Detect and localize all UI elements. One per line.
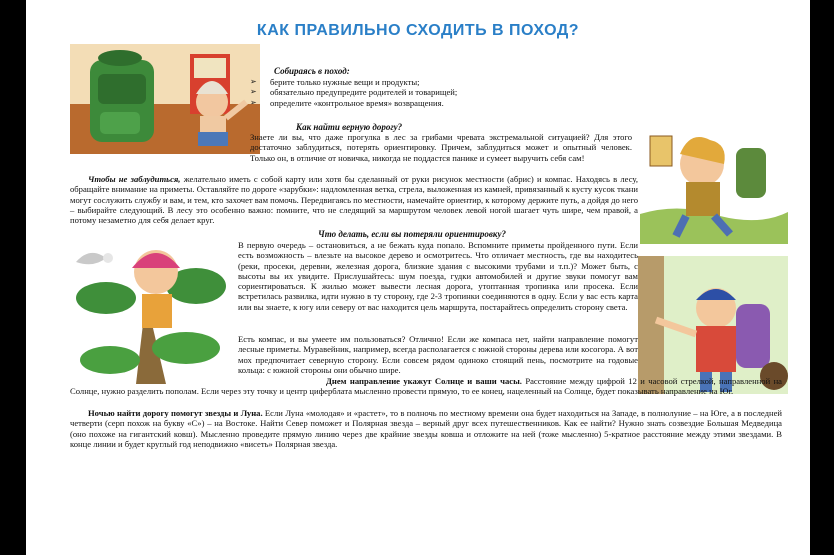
- boy-pointing-illustration: [638, 256, 788, 394]
- sun-text: Расстояние между цифрой 12 и часовой стрелкой, направленной на Солнце, нужно разделить пополам. Если через эту точку и центр циферблата мысленно провести прямую, то ее конец, нацеленный на Солнце, будет показывать направление на Юг.: [70, 376, 782, 397]
- sun-paragraph: [70, 376, 782, 397]
- prep-heading: Собираясь в поход:: [274, 66, 350, 76]
- night-paragraph: [70, 408, 782, 449]
- night-lead: Ночью найти дорогу помогут звезды и Луна.: [88, 408, 263, 418]
- way-tips-lead: Чтобы не заблудиться,: [88, 174, 181, 184]
- lost-heading: Что делать, если вы потеряли ориентировку?: [318, 229, 506, 239]
- prep-item: ➢ обязательно предупредите родителей и товарищей;: [250, 87, 550, 97]
- poster-page: [26, 0, 810, 555]
- night-text: Если Луна «молодая» и «растет», то в полночь по местному времени она будет находиться на Западе, в полнолуние – на Юге, а в последней четверти (серп похож на букву «С») – на Востоке. Найти Север поможет и Полярная звезда – верный друг всех путешественников. Как ее найти? Нужно знать созвездие Большая Медведица (оно похоже на гигантский ковш). Мысленно проведите прямую линию через две крайние звезды ковша и отложите на ней (тоже мысленно) 5-кратное расстояние между этими звездами. В конце линии и будет круглый год неподвижно «висеть» Полярная звезда.: [70, 408, 782, 449]
- way-paragraph: Знаете ли вы, что даже прогулка в лес за грибами чревата экстремальной ситуацией? Для этого достаточно заблудиться, потерять ориентировку. Причем, заблудиться может и опытный человек. Только он, в отличие от новичка, никогда не поддастся панике и сумеет выручить себя сам!: [250, 132, 632, 163]
- way-tips-paragraph: [70, 174, 638, 225]
- compass-paragraph: Есть компас, и вы умеете им пользоваться? Отлично! Если же компаса нет, найти направление помогут лесные приметы. Муравейник, например, всегда располагается с южной стороны дерева или косогора. А вот мох предпочитает северную сторону. Если совсем рядом одиноко стоящий пень, посмотрите на годовые кольца: с южной стороны они обычно шире.: [238, 334, 638, 375]
- boy-with-map-illustration: [640, 124, 788, 244]
- prep-item: ➢ определите «контрольное время» возвращения.: [250, 98, 550, 108]
- sun-lead: Днем направление укажут Солнце и ваши часы.: [326, 376, 522, 386]
- page-title: КАК ПРАВИЛЬНО СХОДИТЬ В ПОХОД?: [256, 22, 580, 39]
- prep-list: [250, 77, 550, 108]
- tree-climbing-illustration: [66, 238, 232, 384]
- packing-illustration: [70, 44, 260, 154]
- lost-paragraph: В первую очередь – остановиться, а не бежать куда попало. Вспомните приметы пройденного пути. Если есть возможность – влезьте на высокое дерево и осмотритесь. Что отличает местность, где вы находитесь (реки, просеки, деревни, железная дорога, близкие здания с высокими трубами и т.п.)? Может быть, с высоты вы их увидите. Прислушайтесь: шум поезда, гудки автомобилей и другие звуки помогут вам сориентироваться. К жилью может вывести лесная дорога, утоптанная тропинка или просека. Если встретилась развилка, идти нужно в ту сторону, где 2-3 тропинки соединяются в одну. Если у вас есть карта или вы знаете, к югу или северу от вас находится цель маршрута, постарайтесь определить сторону света.: [238, 240, 638, 312]
- way-heading: Как найти верную дорогу?: [296, 122, 403, 132]
- way-tips-text: желательно иметь с собой карту или хотя бы сделанный от руки рисунок местности (абрис) и компас. Находясь в лесу, обращайте внимание на приметы. Оставляйте по дороге «зарубки»: надломленная ветка, стрела, выложенная из камней, привязанный к кусту кусок ткани могут сослужить службу и вам, и тем, кто захочет вам помочь. Передвигаясь по местности, намечайте ориентир, к которому держите путь, а дойдя до него – выбирайте следующий. В лесу это особенно важно: помните, что не следящий за маршрутом человек левой ногой шагает чуть шире, чем правой, а потому незаметно для себя делает круг.: [70, 174, 638, 226]
- prep-item: ➢ берите только нужные вещи и продукты;: [250, 77, 550, 87]
